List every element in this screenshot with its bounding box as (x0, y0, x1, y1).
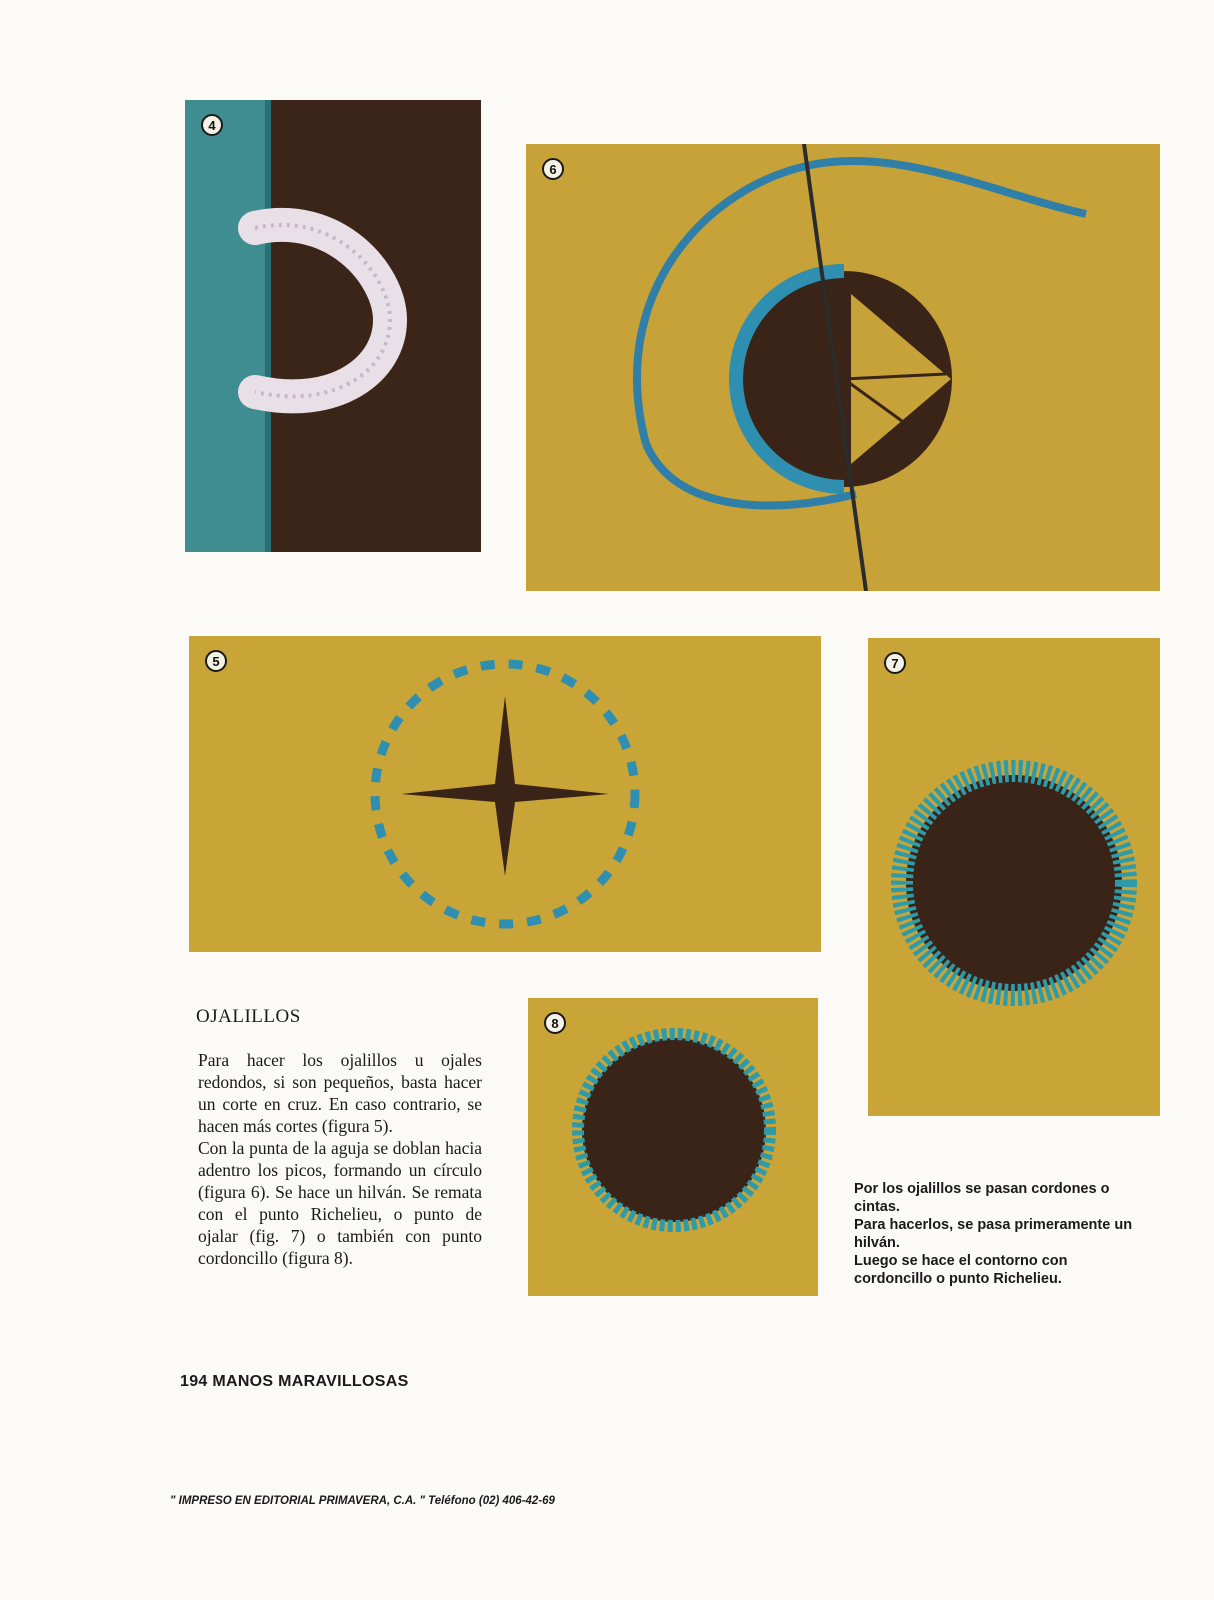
photo-caption (854, 1180, 1134, 1288)
figure-4-photo (185, 100, 481, 552)
article-paragraph: Con la punta de la aguja se doblan hacia adentro los picos, formando un círculo (figura 6). Se hace un hilván. Se remata con el punto Richelieu, o punto de ojalar (fig. 7) o también con punto cordoncillo (figura 8). (198, 1138, 482, 1268)
caption-line: Luego se hace el contorno con cordoncillo o punto Richelieu. (854, 1253, 1068, 1287)
figure-8-illustration (528, 998, 818, 1296)
figure-6-illustration (526, 144, 1160, 591)
article-paragraph: Para hacer los ojalillos u ojales redondos, si son pequeños, basta hacer un corte en cruz. En caso contrario, se hacen más cortes (figura 5). (198, 1050, 482, 1136)
figure-7-number: 7 (884, 652, 906, 674)
figure-7-illustration (868, 638, 1160, 1116)
figure-4-illustration (185, 100, 481, 552)
figure-8-number: 8 (544, 1012, 566, 1034)
printer-credit: " IMPRESO EN EDITORIAL PRIMAVERA, C.A. " Teléfono (02) 406-42-69 (170, 1495, 555, 1507)
article-heading: OJALILLOS (196, 1006, 301, 1027)
figure-5-photo (189, 636, 821, 952)
article-body (198, 1049, 482, 1269)
figure-6-number: 6 (542, 158, 564, 180)
caption-line: Para hacerlos, se pasa primeramente un hilván. (854, 1217, 1133, 1251)
figure-8-photo (528, 998, 818, 1296)
figure-7-photo (868, 638, 1160, 1116)
figure-5-number: 5 (205, 650, 227, 672)
figure-5-illustration (189, 636, 821, 952)
figure-6-photo (526, 144, 1160, 591)
caption-line: Por los ojalillos se pasan cordones o cintas. (854, 1181, 1110, 1215)
page-footer-title: 194 MANOS MARAVILLOSAS (180, 1373, 409, 1390)
figure-4-number: 4 (201, 114, 223, 136)
